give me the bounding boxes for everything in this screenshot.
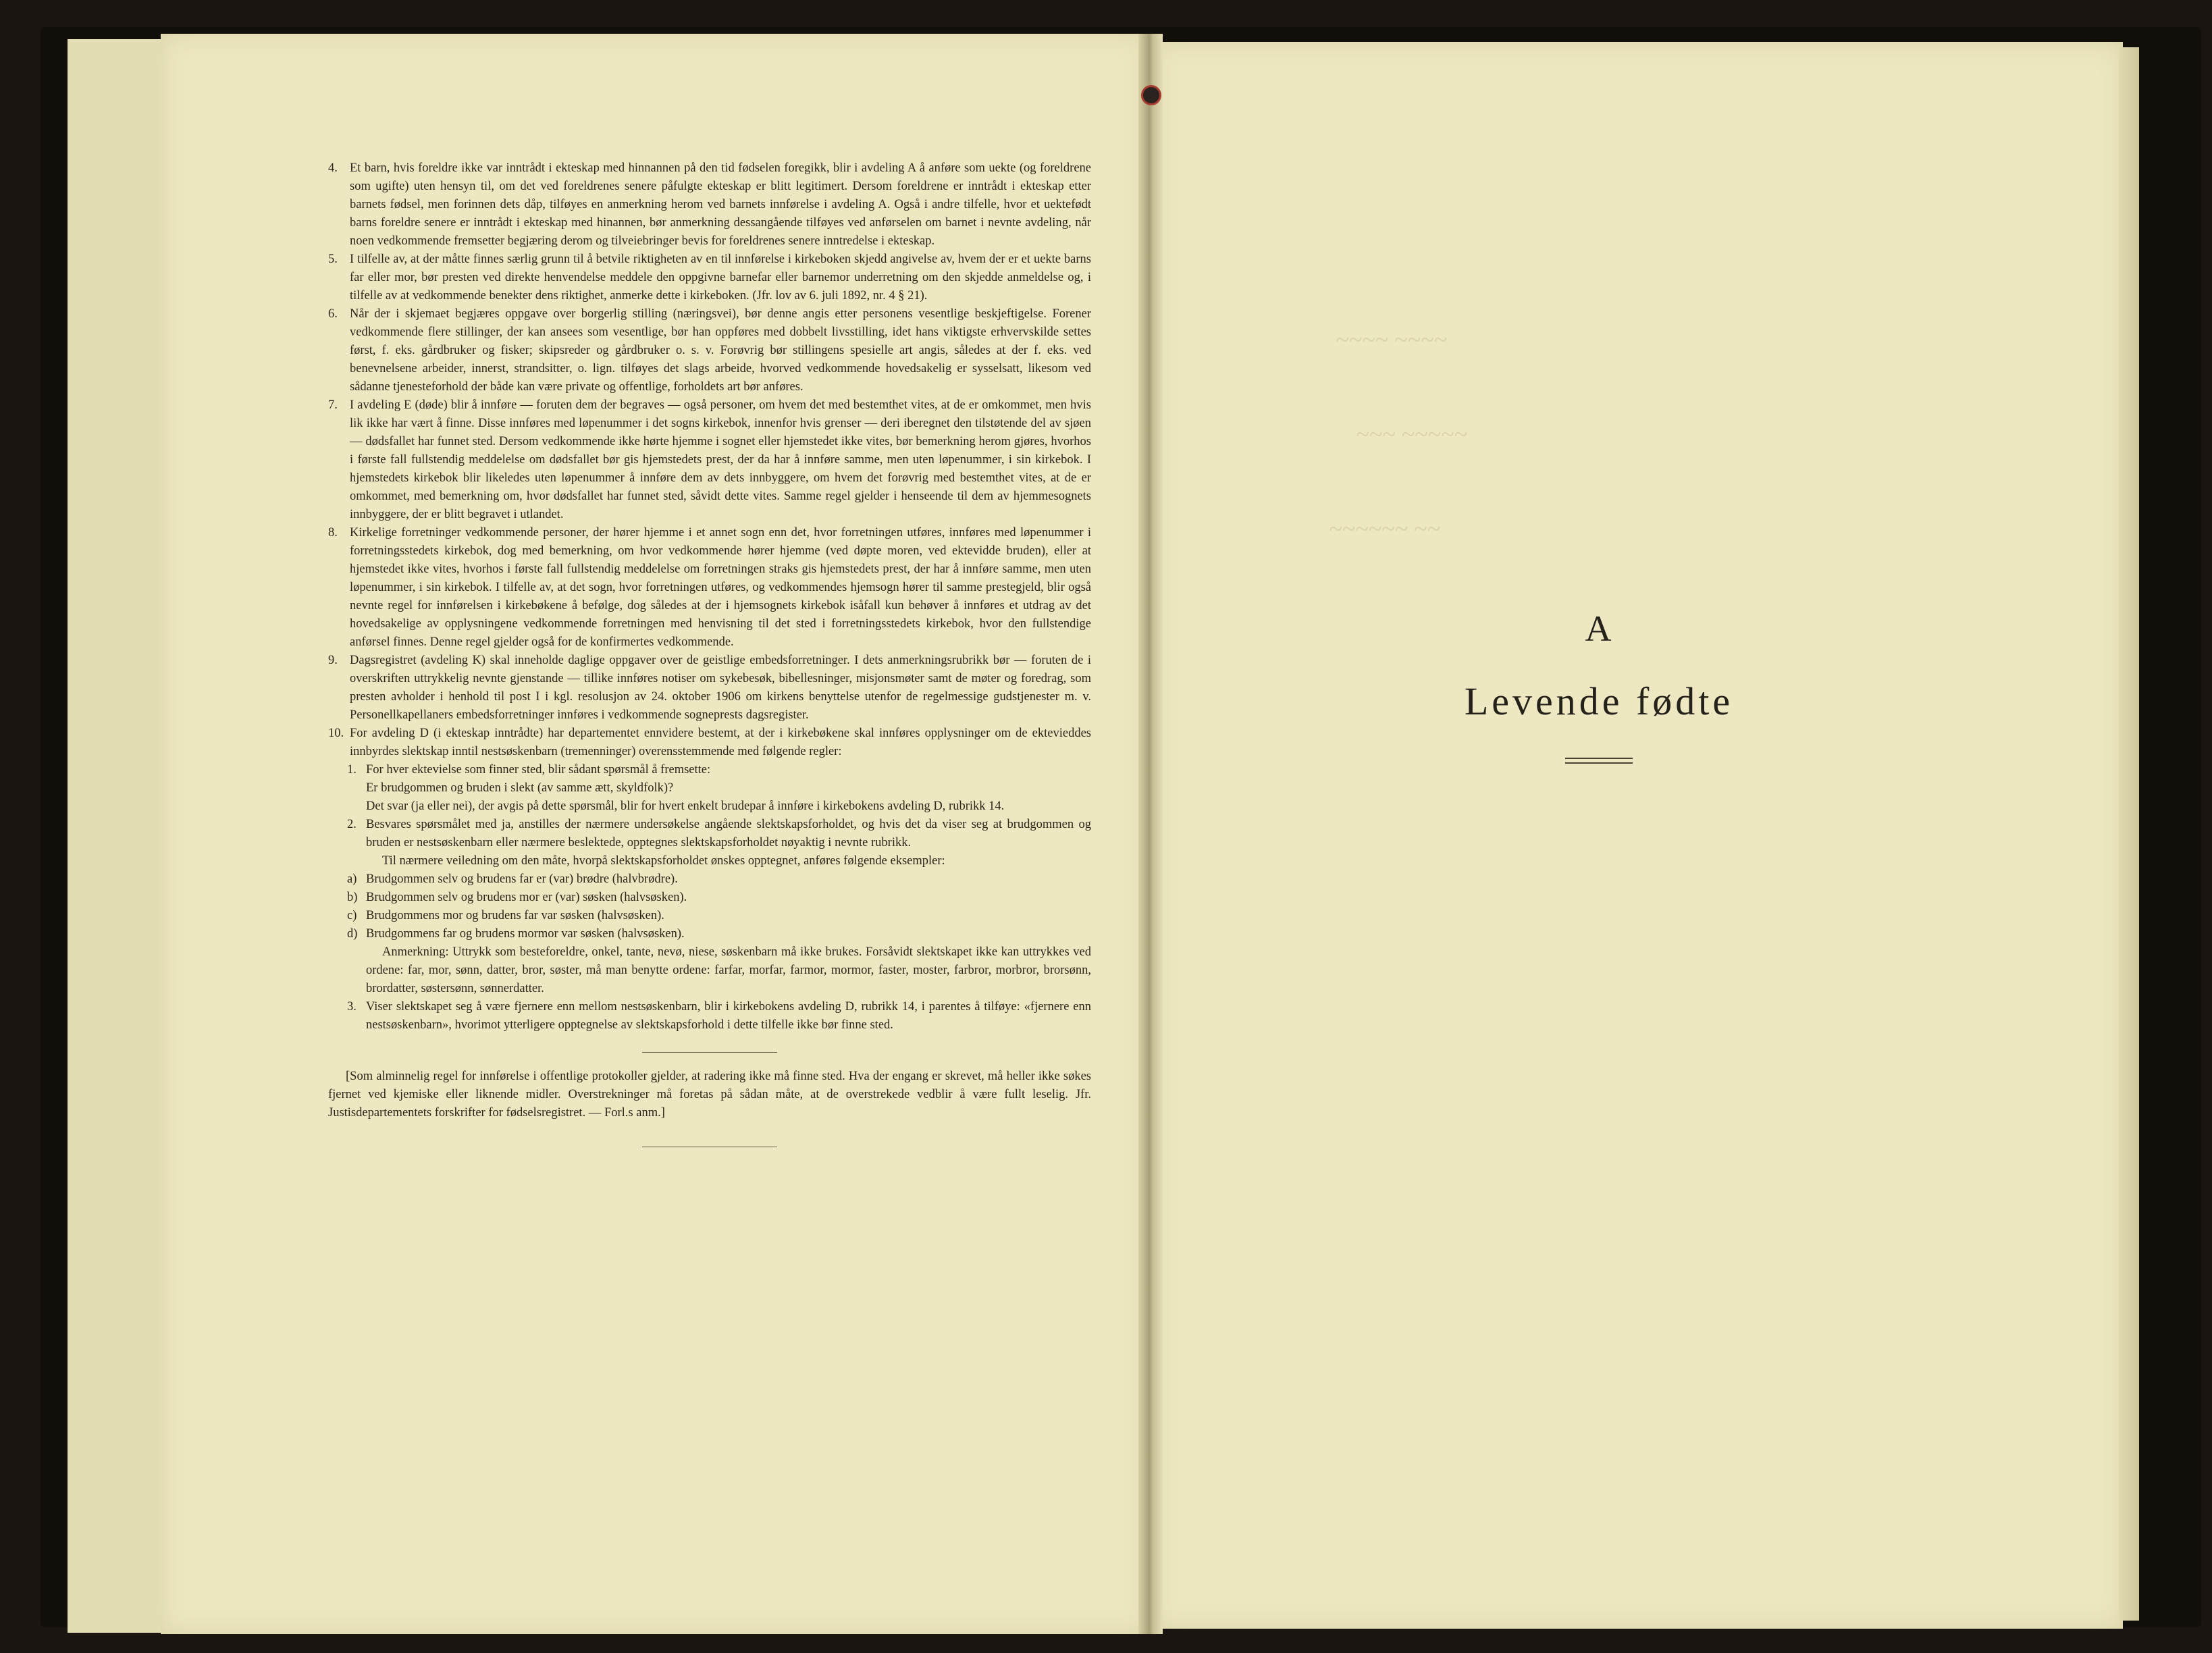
section-title: Levende fødte (1464, 679, 1734, 723)
example-text: Brudgommens far og brudens mormor var søsken (halvsøsken). (366, 927, 685, 941)
example-label: b) (347, 891, 358, 904)
item-text: Kirkelige forretninger vedkommende personer, der hører hjemme i et annet sogn enn det, hvor forretningen utføres, innføres med løpenummer i forretningsstedets kirkebok, dog med bemerkning, om hvor vedkommende hører hjemme (ved døpte moren, ved ektevidde bruden), eller at hjemstedet ikke vites, hvorhos i første fall fullstendig meddelelse om forretningen straks gis hjemstedets prest, der har å innføre samme, men uten løpenummer, i sin kirkebok. I tilfelle av, at det sogn, hvor forretningen utføres, og vedkommendes hjemsogn hører til samme prestegjeld, blir også nevnte regel for innførelsen i kirkebøkene å befølge, dog således at der i hjemsognets kirkebok isåfall kun behøver å innføres et utdrag av det hovedsakelige av opplysningene vedkommende forretningen med henvisning til det sted i forretningsstedets kirkebok, hvor den fullstendige anførsel finnes. Denne regel gjelder også for de konfirmertes vedkommende. (350, 526, 1091, 649)
example-text: Brudgommens mor og brudens far var søsken (halvsøsken). (366, 909, 664, 922)
example-item (328, 870, 1091, 889)
rule-number: 3. (347, 1000, 357, 1014)
underlying-page-edge (68, 39, 170, 1633)
example-label: a) (347, 872, 357, 886)
instruction-item-6 (328, 305, 1091, 396)
rule-text: Viser slektskapet seg å være fjernere enn mellom nestsøskenbarn, blir i kirkebokens avdeling D, rubrikk 14, i parentes å tilføye: «fjernere enn nestsøskenbarn», hvorimot ytterligere opptegnelse av slektskapsforhold i dette tilfelle ikke bør finne sted. (366, 1000, 1091, 1032)
item-text: Dagsregistret (avdeling K) skal inneholde daglige oppgaver over de geistlige embedsforretninger. I dets anmerkningsrubrikk bør — foruten de i overskriften uttrykkelig nevnte gjenstande — tillike innføres notiser om sykebesøk, bibellesninger, misjonsmøter samt de møter og foredrag, som presten avholder i henhold til post I i kgl. resolusjon av 24. oktober 1906 om kirkens benyttelse utenfor de regelmessige gudstjenester m. v. Personellkapellaners embedsforretninger innføres i vedkommende sogneprests dagsregister. (350, 654, 1091, 722)
rule-2 (328, 816, 1091, 852)
instruction-item-10 (328, 725, 1091, 761)
example-text: Brudgommen selv og brudens far er (var) brødre (halvbrødre). (366, 872, 678, 886)
rule-number: 2. (347, 818, 357, 831)
rule-1 (328, 761, 1091, 779)
title-double-rule (1565, 758, 1633, 764)
anmerkning-note: Anmerkning: Uttrykk som besteforeldre, onkel, tante, nevø, niese, søskenbarn må ikke brukes. Forsåvidt slektskapet ikke kan uttrykkes ved ordene: far, mor, sønn, datter, bror, søster, må man benytte ordene: farfar, morfar, farmor, mormor, faster, moster, farbror, morbror, brorsønn, brordatter, søstersønn, sønnerdatter. (366, 945, 1091, 995)
rule-1-answer: Det svar (ja eller nei), der avgis på dette spørsmål, blir for hvert enkelt brudepar å innføre i kirkebokens avdeling D, rubrikk 14. (366, 799, 1005, 813)
instruction-item-5 (328, 251, 1091, 305)
item-text: Et barn, hvis foreldre ikke var inntrådt i ekteskap med hinnannen på den tid fødselen foregikk, blir i avdeling A å anføre som uekte (og foreldrene som ugifte) uten hensyn til, om det ved foreldrenes senere påfulgte ekteskap er blitt legitimert. Dersom foreldrene er inntrådt i ekteskap etter barnets fødsel, men forinnen dets dåp, tilføyes en anmerkning herom ved barnets innførelse i avdeling A. Også i andre tilfelle, hvor et uektefødt barns foreldre senere er inntrådt i ekteskap med hinannen, bør anmerkning dessangående tilføyes ved anførselen om barnet i nevnte avdeling, når noen vedkommende fremsetter begjæring derom og tilveiebringer bevis for foreldrenes senere inntredelse i ekteskap. (350, 161, 1091, 248)
guidance-text: Til nærmere veiledning om den måte, hvorpå slektskapsforholdet ønskes opptegnet, anføres følgende eksempler: (382, 854, 945, 868)
item-number: 10. (328, 727, 344, 740)
item-number: 9. (328, 654, 338, 667)
example-label: d) (347, 927, 358, 941)
instruction-item-9 (328, 652, 1091, 725)
instructions-text-block (328, 159, 1091, 1147)
example-label: c) (347, 909, 357, 922)
item-number: 6. (328, 307, 338, 321)
instruction-item-4 (328, 159, 1091, 251)
footnote: [Som alminnelig regel for innførelse i offentlige protokoller gjelder, at radering ikke må finne sted. Hva der engang er skrevet, må heller ikke søkes fjernet ved kjemiske eller liknende midler. Overstrekninger må foretas på sådan måte, at de overstrekede vedblir å være fullt leselig. Jfr. Justisdepartementets forskrifter for fødselsregistret. — Forl.s anm.] (328, 1070, 1091, 1120)
rule-text: Besvares spørsmålet med ja, anstilles der nærmere undersøkelse angående slektskapsforholdet, og hvis det da viser seg at brudgommen og bruden er nestsøskenbarn eller nærmere beslektede, opptegnes slektskapsforholdet nøyaktig i nevnte rubrikk. (366, 818, 1091, 849)
item-number: 8. (328, 526, 338, 540)
example-item (328, 925, 1091, 943)
bleed-through-handwriting: ~~~~ ~~~~ (1336, 326, 1447, 353)
item-text: Når der i skjemaet begjæres oppgave over borgerlig stilling (næringsvei), bør denne angis etter personens vesentlige beskjeftigelse. Forener vedkommende flere stillinger, der kan ansees som vesentlige, bør han oppføres med dobbelt livsstilling, idet hans viktigste erhvervskilde settes først, f. eks. gårdbruker og fisker; skipsreder og gårdbruker o. s. v. Forøvrig bør stillingens spesielle art angis, således at der f. eks. ved benevnelsene arbeider, innerst, strandsitter, o. lign. tilføyes det slags arbeide, hvorved vedkommende hovedsakelig er sysselsatt, likesom ved sådanne tjenesteforhold der både kan være private og offentlige, forholdets art bør anføres. (350, 307, 1091, 394)
section-letter: A (1585, 608, 1613, 649)
example-item (328, 907, 1091, 925)
rule-number: 1. (347, 763, 357, 777)
binding-pin (1141, 85, 1161, 105)
item-text: I tilfelle av, at der måtte finnes særlig grunn til å betvile riktigheten av en til innførelse i kirkeboken skjedd angivelse av, hvem der er et uekte barns far eller mor, bør presten ved direkte henvendelse meddele den oppgivne barnefar eller barnemor underretning om den skjedde anmeldelse og, i tilfelle av at vedkommende benekter dens riktighet, anmerke dette i kirkeboken. (Jfr. lov av 6. juli 1892, nr. 4 § 21). (350, 253, 1091, 303)
right-page-stack-edge (2119, 47, 2139, 1621)
book-gutter (1138, 34, 1163, 1634)
item-number: 5. (328, 253, 338, 266)
example-item (328, 889, 1091, 907)
rule-1-question: Er brudgommen og bruden i slekt (av samme ætt, skyldfolk)? (366, 781, 674, 795)
item-number: 4. (328, 161, 338, 175)
instruction-item-8 (328, 524, 1091, 652)
example-text: Brudgommen selv og brudens mor er (var) søsken (halvsøsken). (366, 891, 687, 904)
item-text: For avdeling D (i ekteskap inntrådte) har departementet ennvidere bestemt, at der i kirkebøkene skal innføres opplysninger om de ektevieddes innbyrdes slektskap inntil nestsøskenbarn (tremenninger) overensstemmende med følgende regler: (350, 727, 1091, 758)
right-page (1153, 42, 2123, 1629)
rule-text: For hver ektevielse som finner sted, blir sådant spørsmål å fremsette: (366, 763, 711, 777)
item-number: 7. (328, 398, 338, 412)
bleed-through-handwriting: ~~~ ~~~~~ (1356, 421, 1467, 448)
rule-3 (328, 998, 1091, 1034)
instruction-item-7 (328, 396, 1091, 524)
separator-rule (642, 1052, 777, 1053)
item-text: I avdeling E (døde) blir å innføre — foruten dem der begraves — også personer, om hvem det med bestemthet vites, at de er omkommet, men hvis lik ikke har vært å finne. Disse innføres med løpenummer i det sogns kirkebok, innenfor hvis grenser — deri iberegnet den tilstøtende del av sjøen — dødsfallet har funnet sted. Dersom vedkommende ikke hørte hjemme i sognet eller hjemstedet ikke vites, bør bemerkning herom gjøres, hvorhos i første fall fullstendig meddelelse om dødsfallet bør gis hjemstedets prest, der da har å innføre samme, men uten løpenummer, i sin kirkebok. I hjemstedets kirkebok blir likeledes uten løpenummer å innføre dem av dets innbyggere, om hvem det forøvrig med bestemthet vites, at de er omkommet, med bemerkning om, hvor dødsfallet har funnet sted, såvidt dette vites. Samme regel gjelder i henseende til dem av hjemmesognets innbyggere, der er blitt begravet i utlandet. (350, 398, 1091, 521)
bleed-through-handwriting: ~~~~~~ ~~ (1329, 515, 1440, 542)
